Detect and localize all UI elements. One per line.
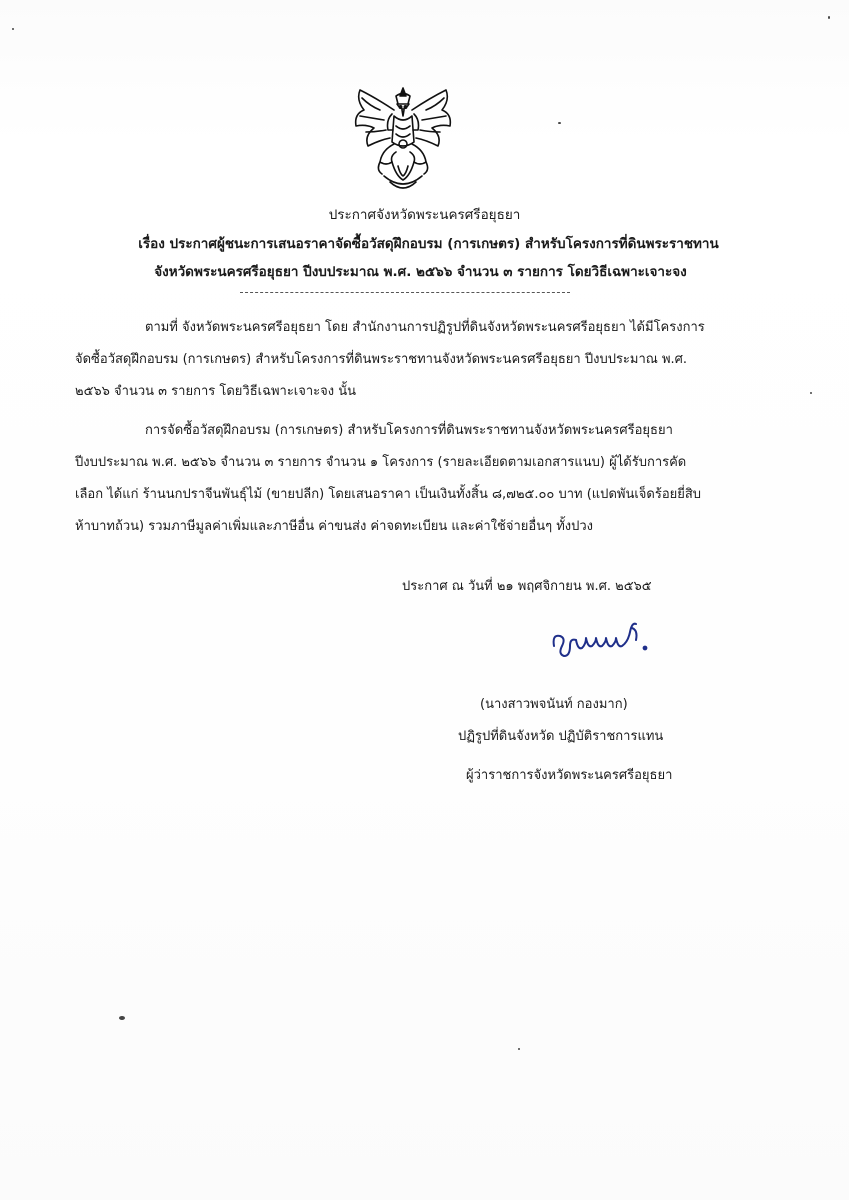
handwritten-signature	[548, 616, 658, 668]
scan-speck	[119, 1016, 125, 1020]
paragraph-2-line: การจัดซื้อวัสดุฝึกอบรม (การเกษตร) สำหรับโครงการที่ดินพระราชทานจังหวัดพระนครศรีอยุธยา	[145, 423, 673, 438]
signer-position: ปฏิรูปที่ดินจังหวัด ปฏิบัติราชการแทน	[458, 729, 664, 744]
paragraph-2-line: ปีงบประมาณ พ.ศ. ๒๕๖๖ จำนวน ๓ รายการ จำนวน ๑ โครงการ (รายละเอียดตามเอกสารแนบ) ผู้ได้รับการคัด	[75, 455, 687, 470]
subject-line-2: จังหวัดพระนครศรีอยุธยา ปีงบประมาณ พ.ศ. ๒๕๖๖ จำนวน ๓ รายการ โดยวิธีเฉพาะเจาะจง	[154, 264, 687, 280]
garuda-emblem-icon	[346, 80, 460, 198]
paragraph-1-line: ตามที่ จังหวัดพระนครศรีอยุธยา โดย สำนักงานการปฏิรูปที่ดินจังหวัดพระนครศรีอยุธยา ได้มีโครงการ	[145, 320, 705, 335]
paragraph-2-line: เลือก ได้แก่ ร้านนกปราจีนพันธุ์ไม้ (ขายปลีก) โดยเสนอราคา เป็นเงินทั้งสิ้น ๘,๗๒๕.๐๐ บาท (แปดพันเจ็ดร้อยยี่สิบ	[75, 487, 702, 502]
announcement-org-title: ประกาศจังหวัดพระนครศรีอยุธยา	[328, 207, 521, 223]
announcement-date: ประกาศ ณ วันที่ ๒๑ พฤศจิกายน พ.ศ. ๒๕๖๕	[402, 579, 652, 594]
paragraph-1-line: จัดซื้อวัสดุฝึกอบรม (การเกษตร) สำหรับโครงการที่ดินพระราชทานจังหวัดพระนครศรีอยุธยา ปีงบประมาณ พ.ศ.	[75, 352, 688, 367]
paragraph-2-line: ห้าบาทถ้วน) รวมภาษีมูลค่าเพิ่มและภาษีอื่น ค่าขนส่ง ค่าจดทะเบียน และค่าใช้จ่ายอื่นๆ ทั้งปวง	[75, 519, 594, 534]
signer-title: ผู้ว่าราชการจังหวัดพระนครศรีอยุธยา	[466, 768, 673, 783]
scan-speck	[558, 122, 561, 124]
separator-rule	[240, 292, 570, 293]
scan-speck	[518, 1048, 520, 1050]
scan-speck	[810, 392, 812, 394]
paragraph-1-line: ๒๕๖๖ จำนวน ๓ รายการ โดยวิธีเฉพาะเจาะจง นั้น	[75, 384, 357, 399]
subject-line-1: เรื่อง ประกาศผู้ชนะการเสนอราคาจัดซื้อวัสดุฝึกอบรม (การเกษตร) สำหรับโครงการที่ดินพระราชทาน	[138, 236, 719, 252]
scan-speck	[828, 16, 830, 19]
scan-speck	[12, 28, 14, 30]
signer-name: (นางสาวพจนันท์ กองมาก)	[480, 697, 628, 712]
